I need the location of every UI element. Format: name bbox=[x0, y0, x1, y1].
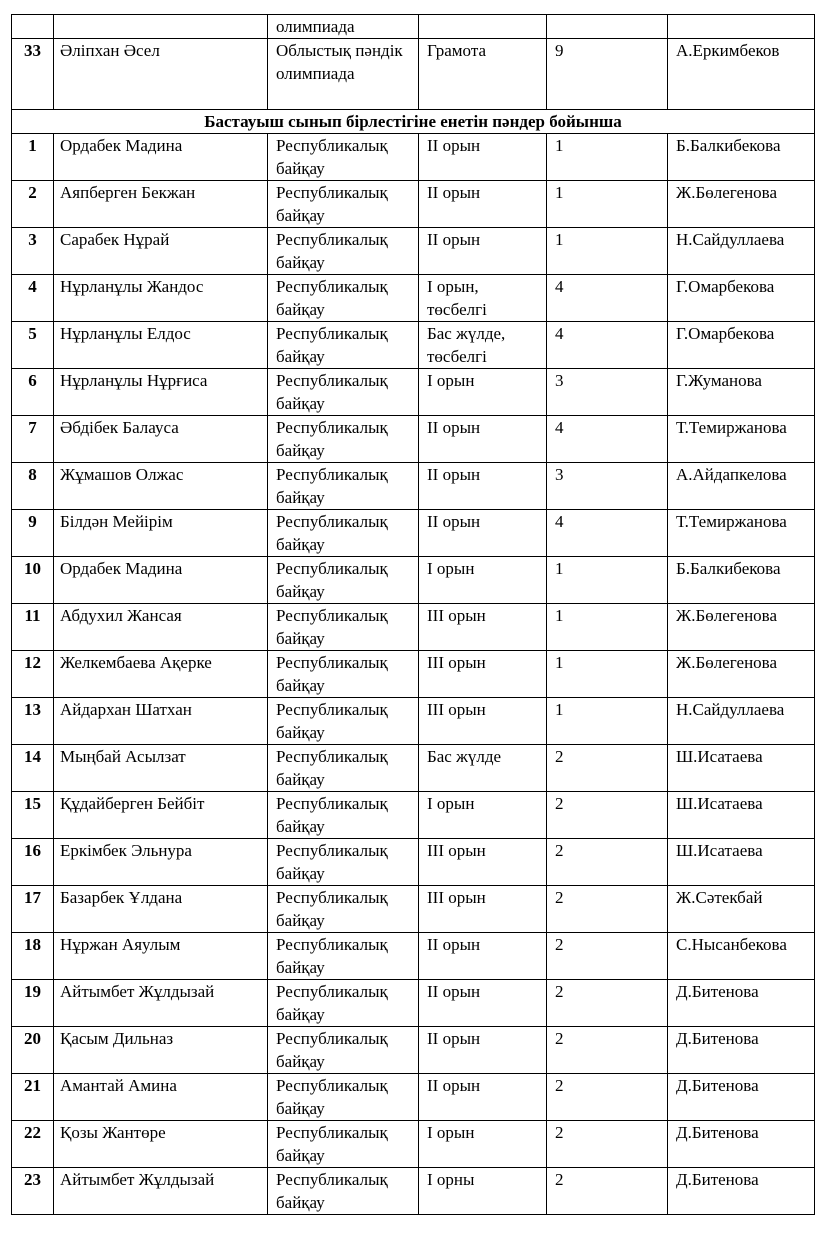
table-row bbox=[12, 39, 815, 110]
cell-num: 13 bbox=[12, 698, 54, 745]
cell-level: Республикалық байқау bbox=[268, 980, 419, 1027]
cell-level: Республикалық байқау bbox=[268, 369, 419, 416]
cell-num: 5 bbox=[12, 322, 54, 369]
cell-result: I орын bbox=[419, 557, 547, 604]
cell-num: 7 bbox=[12, 416, 54, 463]
cell-grade: 2 bbox=[547, 1121, 668, 1168]
cell-result: I орын bbox=[419, 792, 547, 839]
cell-grade: 3 bbox=[547, 369, 668, 416]
cell-level: Республикалық байқау bbox=[268, 933, 419, 980]
table-row bbox=[12, 134, 815, 181]
cell-num: 22 bbox=[12, 1121, 54, 1168]
cell-num: 23 bbox=[12, 1168, 54, 1215]
cell-name: Нұрланұлы Жандос bbox=[54, 275, 268, 322]
table-row bbox=[12, 181, 815, 228]
cell-name: Қасым Дильназ bbox=[54, 1027, 268, 1074]
table-row bbox=[12, 933, 815, 980]
cell-name: Әліпхан Әсел bbox=[54, 39, 268, 110]
cell-name: Амантай Амина bbox=[54, 1074, 268, 1121]
cell-level: Республикалық байқау bbox=[268, 1121, 419, 1168]
cell-num: 9 bbox=[12, 510, 54, 557]
cell-num: 33 bbox=[12, 39, 54, 110]
cell-result: I орын bbox=[419, 369, 547, 416]
cell-result: III орын bbox=[419, 604, 547, 651]
cell-level: Республикалық байқау bbox=[268, 134, 419, 181]
cell-num: 8 bbox=[12, 463, 54, 510]
table-row bbox=[12, 510, 815, 557]
cell-result: II орын bbox=[419, 1027, 547, 1074]
cell-level: Республикалық байқау bbox=[268, 557, 419, 604]
cell-grade: 2 bbox=[547, 839, 668, 886]
cell-result: Бас жүлде bbox=[419, 745, 547, 792]
cell-result: II орын bbox=[419, 134, 547, 181]
cell-result: III орын bbox=[419, 698, 547, 745]
section-header-row bbox=[12, 110, 815, 134]
cell-num: 14 bbox=[12, 745, 54, 792]
results-table bbox=[11, 14, 815, 1215]
cell-result: III орын bbox=[419, 886, 547, 933]
cell-grade: 2 bbox=[547, 886, 668, 933]
cell-result: I орын, төсбелгі bbox=[419, 275, 547, 322]
cell-result: II орын bbox=[419, 980, 547, 1027]
cell-name: Нұрланұлы Елдос bbox=[54, 322, 268, 369]
cell-teacher: Б.Балкибекова bbox=[668, 134, 815, 181]
cell-teacher: Ш.Исатаева bbox=[668, 745, 815, 792]
cell-teacher: Г.Омарбекова bbox=[668, 275, 815, 322]
cell-num: 2 bbox=[12, 181, 54, 228]
cell-grade: 1 bbox=[547, 228, 668, 275]
cell-grade: 1 bbox=[547, 557, 668, 604]
cell-grade: 2 bbox=[547, 933, 668, 980]
cell-name: Айдархан Шатхан bbox=[54, 698, 268, 745]
table-row bbox=[12, 651, 815, 698]
cell-result: II орын bbox=[419, 463, 547, 510]
cell-level: Республикалық байқау bbox=[268, 745, 419, 792]
cell-name: Қозы Жантөре bbox=[54, 1121, 268, 1168]
cell-result: II орын bbox=[419, 933, 547, 980]
document-page bbox=[11, 14, 814, 1215]
cell-teacher: Д.Битенова bbox=[668, 980, 815, 1027]
cell-result: Грамота bbox=[419, 39, 547, 110]
cell-num: 6 bbox=[12, 369, 54, 416]
table-row bbox=[12, 886, 815, 933]
cell-name: Ордабек Мадина bbox=[54, 134, 268, 181]
cell-teacher: Ш.Исатаева bbox=[668, 792, 815, 839]
table-row bbox=[12, 1121, 815, 1168]
cell-teacher: Ж.Сәтекбай bbox=[668, 886, 815, 933]
cell-grade bbox=[547, 15, 668, 39]
cell-num: 17 bbox=[12, 886, 54, 933]
cell-name: Аяпберген Бекжан bbox=[54, 181, 268, 228]
cell-level: Республикалық байқау bbox=[268, 1027, 419, 1074]
cell-result: III орын bbox=[419, 839, 547, 886]
cell-teacher: Д.Битенова bbox=[668, 1027, 815, 1074]
cell-result: I орын bbox=[419, 1121, 547, 1168]
cell-name: Жұмашов Олжас bbox=[54, 463, 268, 510]
table-row bbox=[12, 15, 815, 39]
cell-level: Республикалық байқау bbox=[268, 651, 419, 698]
table-row bbox=[12, 745, 815, 792]
cell-level: олимпиада bbox=[268, 15, 419, 39]
cell-name: Нұрланұлы Нұрғиса bbox=[54, 369, 268, 416]
cell-num bbox=[12, 15, 54, 39]
table-row bbox=[12, 416, 815, 463]
cell-num: 4 bbox=[12, 275, 54, 322]
cell-result: II орын bbox=[419, 1074, 547, 1121]
cell-result: II орын bbox=[419, 416, 547, 463]
cell-level: Республикалық байқау bbox=[268, 228, 419, 275]
cell-teacher: Г.Жуманова bbox=[668, 369, 815, 416]
cell-name: Айтымбет Жұлдызай bbox=[54, 1168, 268, 1215]
cell-teacher: А.Еркимбеков bbox=[668, 39, 815, 110]
section-title: Бастауыш сынып бірлестігіне енетін пәндер бойынша bbox=[12, 110, 815, 134]
cell-grade: 1 bbox=[547, 651, 668, 698]
table-row bbox=[12, 980, 815, 1027]
cell-teacher: Н.Сайдуллаева bbox=[668, 228, 815, 275]
cell-grade: 1 bbox=[547, 181, 668, 228]
cell-grade: 9 bbox=[547, 39, 668, 110]
cell-result: II орын bbox=[419, 228, 547, 275]
cell-teacher: Д.Битенова bbox=[668, 1074, 815, 1121]
cell-level: Республикалық байқау bbox=[268, 510, 419, 557]
cell-grade: 1 bbox=[547, 604, 668, 651]
cell-num: 18 bbox=[12, 933, 54, 980]
table-row bbox=[12, 557, 815, 604]
cell-level: Республикалық байқау bbox=[268, 1074, 419, 1121]
cell-level: Республикалық байқау bbox=[268, 839, 419, 886]
cell-result bbox=[419, 15, 547, 39]
cell-grade: 2 bbox=[547, 980, 668, 1027]
cell-teacher: Т.Темиржанова bbox=[668, 510, 815, 557]
cell-num: 12 bbox=[12, 651, 54, 698]
cell-result: II орын bbox=[419, 510, 547, 557]
cell-name: Әбдібек Балауса bbox=[54, 416, 268, 463]
cell-grade: 2 bbox=[547, 1074, 668, 1121]
table-row bbox=[12, 698, 815, 745]
cell-teacher: Ш.Исатаева bbox=[668, 839, 815, 886]
cell-result: I орны bbox=[419, 1168, 547, 1215]
cell-level: Республикалық байқау bbox=[268, 322, 419, 369]
table-row bbox=[12, 1168, 815, 1215]
cell-teacher: С.Нысанбекова bbox=[668, 933, 815, 980]
cell-level: Республикалық байқау bbox=[268, 416, 419, 463]
cell-grade: 4 bbox=[547, 322, 668, 369]
cell-teacher bbox=[668, 15, 815, 39]
cell-name: Нұржан Аяулым bbox=[54, 933, 268, 980]
cell-level: Республикалық байқау bbox=[268, 886, 419, 933]
cell-level: Республикалық байқау bbox=[268, 463, 419, 510]
cell-teacher: Н.Сайдуллаева bbox=[668, 698, 815, 745]
cell-grade: 2 bbox=[547, 792, 668, 839]
cell-grade: 4 bbox=[547, 416, 668, 463]
cell-result: II орын bbox=[419, 181, 547, 228]
cell-name: Абдухил Жансая bbox=[54, 604, 268, 651]
cell-name: Құдайберген Бейбіт bbox=[54, 792, 268, 839]
cell-name bbox=[54, 15, 268, 39]
cell-num: 11 bbox=[12, 604, 54, 651]
cell-level: Республикалық байқау bbox=[268, 1168, 419, 1215]
table-row bbox=[12, 1074, 815, 1121]
cell-name: Базарбек Ұлдана bbox=[54, 886, 268, 933]
cell-level: Республикалық байқау bbox=[268, 698, 419, 745]
cell-grade: 2 bbox=[547, 745, 668, 792]
cell-grade: 1 bbox=[547, 134, 668, 181]
cell-level: Республикалық байқау bbox=[268, 792, 419, 839]
table-row bbox=[12, 1027, 815, 1074]
cell-num: 10 bbox=[12, 557, 54, 604]
table-row bbox=[12, 228, 815, 275]
cell-num: 16 bbox=[12, 839, 54, 886]
cell-grade: 2 bbox=[547, 1168, 668, 1215]
cell-teacher: Т.Темиржанова bbox=[668, 416, 815, 463]
table-row bbox=[12, 369, 815, 416]
cell-name: Білдән Мейірім bbox=[54, 510, 268, 557]
cell-level: Республикалық байқау bbox=[268, 181, 419, 228]
cell-num: 1 bbox=[12, 134, 54, 181]
table-row bbox=[12, 322, 815, 369]
cell-level: Облыстық пәндік олимпиада bbox=[268, 39, 419, 110]
cell-teacher: Ж.Бөлегенова bbox=[668, 651, 815, 698]
cell-num: 21 bbox=[12, 1074, 54, 1121]
table-row bbox=[12, 792, 815, 839]
cell-teacher: А.Айдапкелова bbox=[668, 463, 815, 510]
cell-num: 20 bbox=[12, 1027, 54, 1074]
cell-result: Бас жүлде, төсбелгі bbox=[419, 322, 547, 369]
cell-name: Мыңбай Асылзат bbox=[54, 745, 268, 792]
cell-num: 15 bbox=[12, 792, 54, 839]
cell-grade: 4 bbox=[547, 510, 668, 557]
cell-teacher: Д.Битенова bbox=[668, 1168, 815, 1215]
cell-grade: 1 bbox=[547, 698, 668, 745]
table-row bbox=[12, 839, 815, 886]
cell-teacher: Д.Битенова bbox=[668, 1121, 815, 1168]
cell-num: 19 bbox=[12, 980, 54, 1027]
cell-teacher: Б.Балкибекова bbox=[668, 557, 815, 604]
cell-teacher: Г.Омарбекова bbox=[668, 322, 815, 369]
cell-name: Желкембаева Ақерке bbox=[54, 651, 268, 698]
cell-name: Айтымбет Жұлдызай bbox=[54, 980, 268, 1027]
results-table-body bbox=[12, 15, 815, 1215]
cell-num: 3 bbox=[12, 228, 54, 275]
cell-level: Республикалық байқау bbox=[268, 275, 419, 322]
cell-level: Республикалық байқау bbox=[268, 604, 419, 651]
cell-name: Ордабек Мадина bbox=[54, 557, 268, 604]
table-row bbox=[12, 604, 815, 651]
cell-teacher: Ж.Бөлегенова bbox=[668, 181, 815, 228]
cell-grade: 4 bbox=[547, 275, 668, 322]
cell-grade: 3 bbox=[547, 463, 668, 510]
cell-name: Сарабек Нұрай bbox=[54, 228, 268, 275]
table-row bbox=[12, 275, 815, 322]
cell-grade: 2 bbox=[547, 1027, 668, 1074]
cell-name: Еркімбек Эльнура bbox=[54, 839, 268, 886]
cell-result: III орын bbox=[419, 651, 547, 698]
cell-teacher: Ж.Бөлегенова bbox=[668, 604, 815, 651]
table-row bbox=[12, 463, 815, 510]
